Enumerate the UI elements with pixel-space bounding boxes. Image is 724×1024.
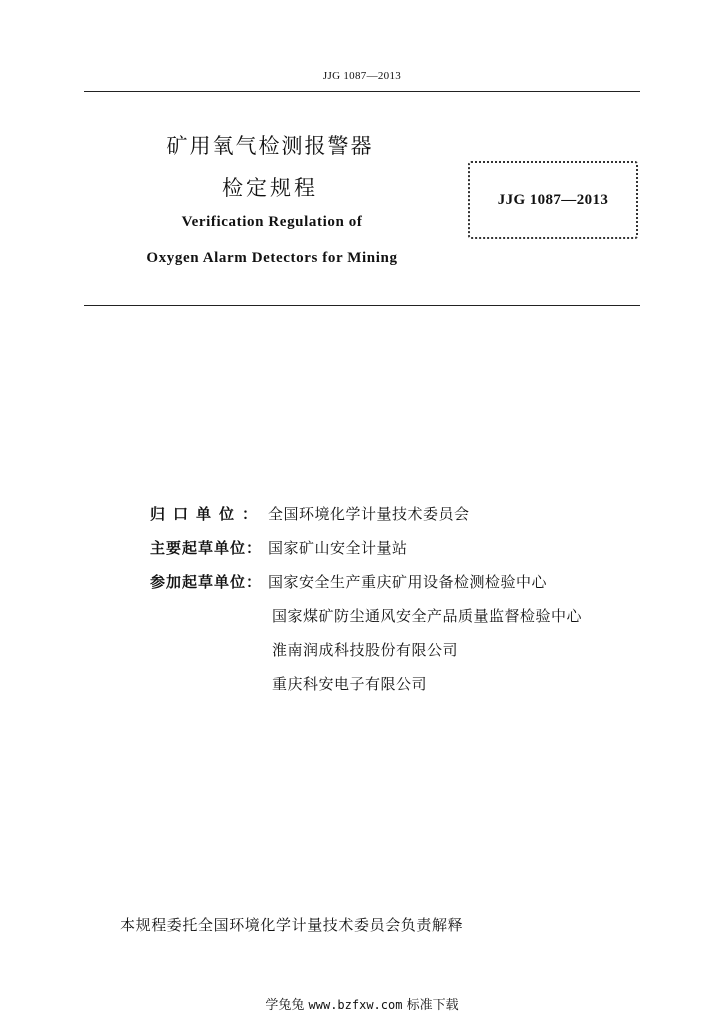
header-standard-code: JJG 1087—2013	[322, 70, 402, 82]
participating-unit-item: 淮南润成科技股份有限公司	[272, 641, 459, 659]
document-title-english-line2: Oxygen Alarm Detectors for Mining	[146, 250, 398, 266]
centralized-unit-row	[150, 503, 582, 537]
title-divider	[84, 305, 640, 306]
watermark-url: www.bzfxw.com	[308, 998, 403, 1012]
document-title-english-line1: Verification Regulation of	[181, 214, 363, 230]
watermark	[0, 994, 724, 1013]
participating-unit-value: 国家安全生产重庆矿用设备检测检验中心	[268, 573, 548, 591]
participating-unit-row	[150, 571, 582, 605]
watermark-tagline: 标准下载	[406, 998, 459, 1013]
standard-code-stamp	[468, 161, 638, 239]
interpretation-note: 本规程委托全国环境化学计量技术委员会负责解释	[120, 916, 464, 934]
centralized-unit-label: 归口单位：	[150, 505, 266, 523]
centralized-unit-value: 全国环境化学计量技术委员会	[268, 505, 470, 523]
main-drafting-unit-value: 国家矿山安全计量站	[268, 539, 408, 557]
main-drafting-unit-row	[150, 537, 582, 571]
watermark-site: 学兔兔	[265, 998, 305, 1013]
drafting-units-block	[150, 503, 582, 707]
participating-unit-item: 重庆科安电子有限公司	[272, 675, 428, 693]
participating-unit-label: 参加起草单位：	[150, 573, 263, 591]
document-title-chinese: 矿用氧气检测报警器	[166, 134, 374, 158]
header-divider	[84, 91, 640, 92]
main-drafting-unit-label: 主要起草单位：	[150, 539, 263, 557]
document-subtitle-chinese: 检定规程	[222, 176, 318, 200]
participating-unit-item: 国家煤矿防尘通风安全产品质量监督检验中心	[272, 607, 583, 625]
stamp-code: JJG 1087—2013	[497, 191, 609, 208]
